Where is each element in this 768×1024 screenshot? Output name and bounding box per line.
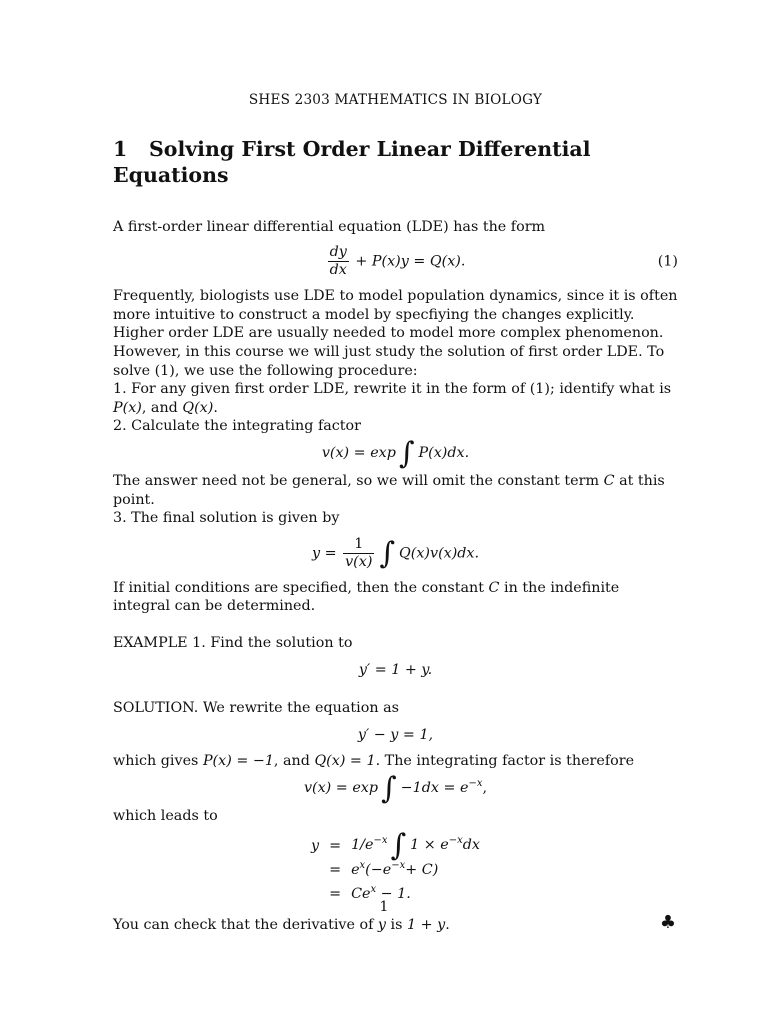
sol-numerator: 1 xyxy=(343,536,374,554)
section-title: Solving First Order Linear Differential Equations xyxy=(113,136,591,187)
equation-solution xyxy=(113,536,678,571)
paragraph-initial-conditions xyxy=(113,579,678,616)
gives-text-c: . The integrating factor is therefore xyxy=(375,753,635,770)
r2-exponent: −x xyxy=(391,860,406,872)
example-gives xyxy=(113,752,678,771)
if-rhs: P(x)dx. xyxy=(418,444,470,461)
initial-text-b: in the indefinite integral can be determined. xyxy=(113,579,620,615)
sol-fraction xyxy=(343,536,374,571)
derivative-fraction xyxy=(328,244,349,279)
step-1-and: , and xyxy=(141,399,178,416)
example-check xyxy=(113,912,678,935)
integral-sign: ∫ xyxy=(398,435,415,471)
step-1-text: 1. For any given first order LDE, rewrite it in the form of (1); identify what is xyxy=(113,381,672,398)
note-text-b: at this point. xyxy=(113,472,665,508)
r1-exponent: −x xyxy=(373,835,388,847)
example-given-expr: y′ = 1 + y. xyxy=(358,661,433,678)
align-row xyxy=(311,833,480,858)
step-1-qx: Q(x) xyxy=(182,399,214,416)
sol-rhs: Q(x)v(x)dx. xyxy=(399,545,480,562)
section-number: 1 xyxy=(113,136,128,161)
page-number: 1 xyxy=(379,899,389,915)
align-lhs: y xyxy=(311,837,320,854)
example-leads: which leads to xyxy=(113,807,218,824)
check-expr: 1 + y xyxy=(407,917,446,934)
r3-part: Ce xyxy=(351,886,371,903)
equation-1 xyxy=(113,244,678,279)
ex-if-lhs: v(x) = exp xyxy=(303,779,378,796)
integral-sign: ∫ xyxy=(379,536,396,572)
note-constant xyxy=(113,472,678,509)
r2-part: e xyxy=(351,862,360,879)
step-1-px: P(x) xyxy=(113,399,142,416)
equation-example-integrating-factor xyxy=(113,770,678,806)
integral-sign: ∫ xyxy=(381,770,397,806)
align-equals: = xyxy=(329,862,342,879)
step-1-period: . xyxy=(213,399,218,416)
equation-example-given xyxy=(113,661,678,680)
gives-text-a: which gives xyxy=(113,753,199,770)
note-text-a: The answer need not be general, so we will omit the constant term xyxy=(113,472,600,489)
r2-exponent: x xyxy=(359,860,366,872)
r3-part: − 1. xyxy=(380,886,411,903)
r2-part: + C) xyxy=(405,862,439,879)
example-label: EXAMPLE 1. Find the solution to xyxy=(113,634,353,651)
section-heading xyxy=(113,136,678,188)
gives-qx: Q(x) = 1 xyxy=(314,753,376,770)
fraction-denominator: dx xyxy=(329,262,347,279)
paragraph-population: Frequently, biologists use LDE to model population dynamics, since it is often more intuitive to construct a model by specfiying the changes explicitly. Higher order LDE are usually needed to model more complex phenomenon. However, in this course we will just study the solution of first order LDE. To solve (1), we use the following procedure: xyxy=(113,288,678,379)
step-3: 3. The final solution is given by xyxy=(113,510,340,527)
check-period: . xyxy=(445,917,450,934)
align-equals: = xyxy=(329,886,342,903)
note-constant-c: C xyxy=(603,472,615,489)
equation-1-rest: + P(x)y = Q(x). xyxy=(355,253,466,270)
integral-sign: ∫ xyxy=(390,828,407,864)
check-text-b: is xyxy=(390,917,403,934)
r1-exponent: −x xyxy=(448,835,463,847)
fraction-numerator: dy xyxy=(329,244,347,261)
gives-and: , and xyxy=(273,753,310,770)
ex-if-comma: , xyxy=(482,779,488,796)
align-equals: = xyxy=(329,837,342,854)
equation-alignment xyxy=(311,828,480,906)
sol-lhs: y = xyxy=(311,545,337,562)
r1-part: 1 × e xyxy=(410,837,449,854)
r1-part: dx xyxy=(462,837,480,854)
align-row xyxy=(311,858,480,882)
align-rhs-2 xyxy=(351,858,480,882)
ex-if-rhs: −1dx = e xyxy=(400,779,469,796)
solution-label: SOLUTION. We rewrite the equation as xyxy=(113,700,399,717)
step-1 xyxy=(113,380,678,417)
ex-if-exponent: −x xyxy=(468,777,483,789)
sol-denominator: v(x) xyxy=(345,553,373,570)
align-rhs-1 xyxy=(351,828,480,864)
equation-example-rewrite xyxy=(113,726,678,745)
initial-text-a: If initial conditions are specified, then the constant xyxy=(113,579,484,596)
intro-text: A first-order linear differential equation (LDE) has the form xyxy=(113,218,546,235)
equation-integrating-factor xyxy=(113,435,678,471)
club-icon: ♣ xyxy=(659,912,676,934)
if-lhs: v(x) = exp xyxy=(321,444,396,461)
check-y: y xyxy=(377,917,386,934)
initial-constant-c: C xyxy=(488,579,500,596)
check-text-a: You can check that the derivative of xyxy=(113,917,374,934)
step-2: 2. Calculate the integrating factor xyxy=(113,418,361,435)
equation-number: (1) xyxy=(657,253,678,270)
course-header: SHES 2303 MATHEMATICS IN BIOLOGY xyxy=(248,92,543,108)
align-lhs-empty xyxy=(311,858,329,882)
r2-part: (−e xyxy=(365,862,392,879)
gives-px: P(x) = −1 xyxy=(202,753,274,770)
example-rewrite-expr: y′ − y = 1, xyxy=(357,726,434,743)
r1-part: 1/e xyxy=(351,837,374,854)
r3-exponent: x xyxy=(370,884,377,896)
